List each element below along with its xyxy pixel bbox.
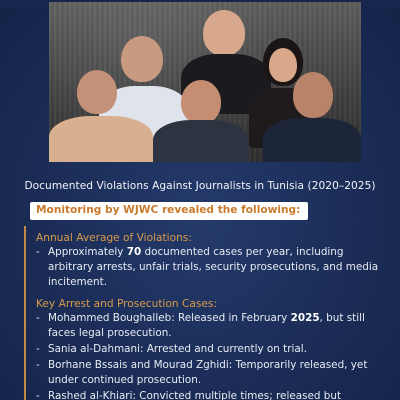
section-title: Key Arrest and Prosecution Cases:: [36, 298, 218, 310]
subhead-text: Monitoring by WJWC revealed the following:: [36, 204, 301, 216]
photo-person-front-left-woman: [49, 70, 153, 162]
section-title: Annual Average of Violations:: [36, 232, 192, 244]
photo-person-head: [181, 80, 221, 124]
journalists-photo-collage: [49, 2, 361, 162]
bullet-text: documented cases per year, including arbitrary arrests, unfair trials, security prosecutions, and media incitement.: [48, 246, 379, 288]
bullet-text: Borhane Bssais and Mourad Zghidi: Temporarily released, yet under continued prosecution.: [48, 359, 368, 386]
photo-person-head: [77, 70, 117, 114]
bullet-text: Sania al-Dahmani: Arrested and currently on trial.: [48, 343, 307, 355]
bullet-text: , but still faces legal prosecution.: [48, 312, 365, 339]
headline: Documented Violations Against Journalists in Tunisia (2020–2025): [24, 180, 376, 192]
list-item: [36, 245, 384, 290]
bullet-strong: 2025: [290, 312, 320, 324]
bullet-text: Approximately: [48, 246, 127, 258]
photo-person-front-right: [263, 72, 361, 162]
findings-content: [24, 226, 384, 400]
photo-person-front-center: [153, 80, 249, 162]
list-item: [36, 342, 384, 357]
list-item: [36, 389, 384, 400]
list-item: [36, 358, 384, 388]
photo-person-head: [293, 72, 333, 118]
bullet-strong: 70: [126, 246, 142, 258]
bullet-text: Mohammed Boughalleb: Released in February: [48, 312, 291, 324]
photo-person-body: [263, 118, 361, 162]
photo-person-body: [153, 120, 249, 162]
list-item: [36, 311, 384, 341]
subhead-banner: [30, 202, 308, 220]
photo-person-body: [49, 116, 153, 162]
photo-person-head: [203, 10, 245, 56]
bullet-text: Rashed al-Khiari: Convicted multiple times; released but: [48, 390, 342, 400]
